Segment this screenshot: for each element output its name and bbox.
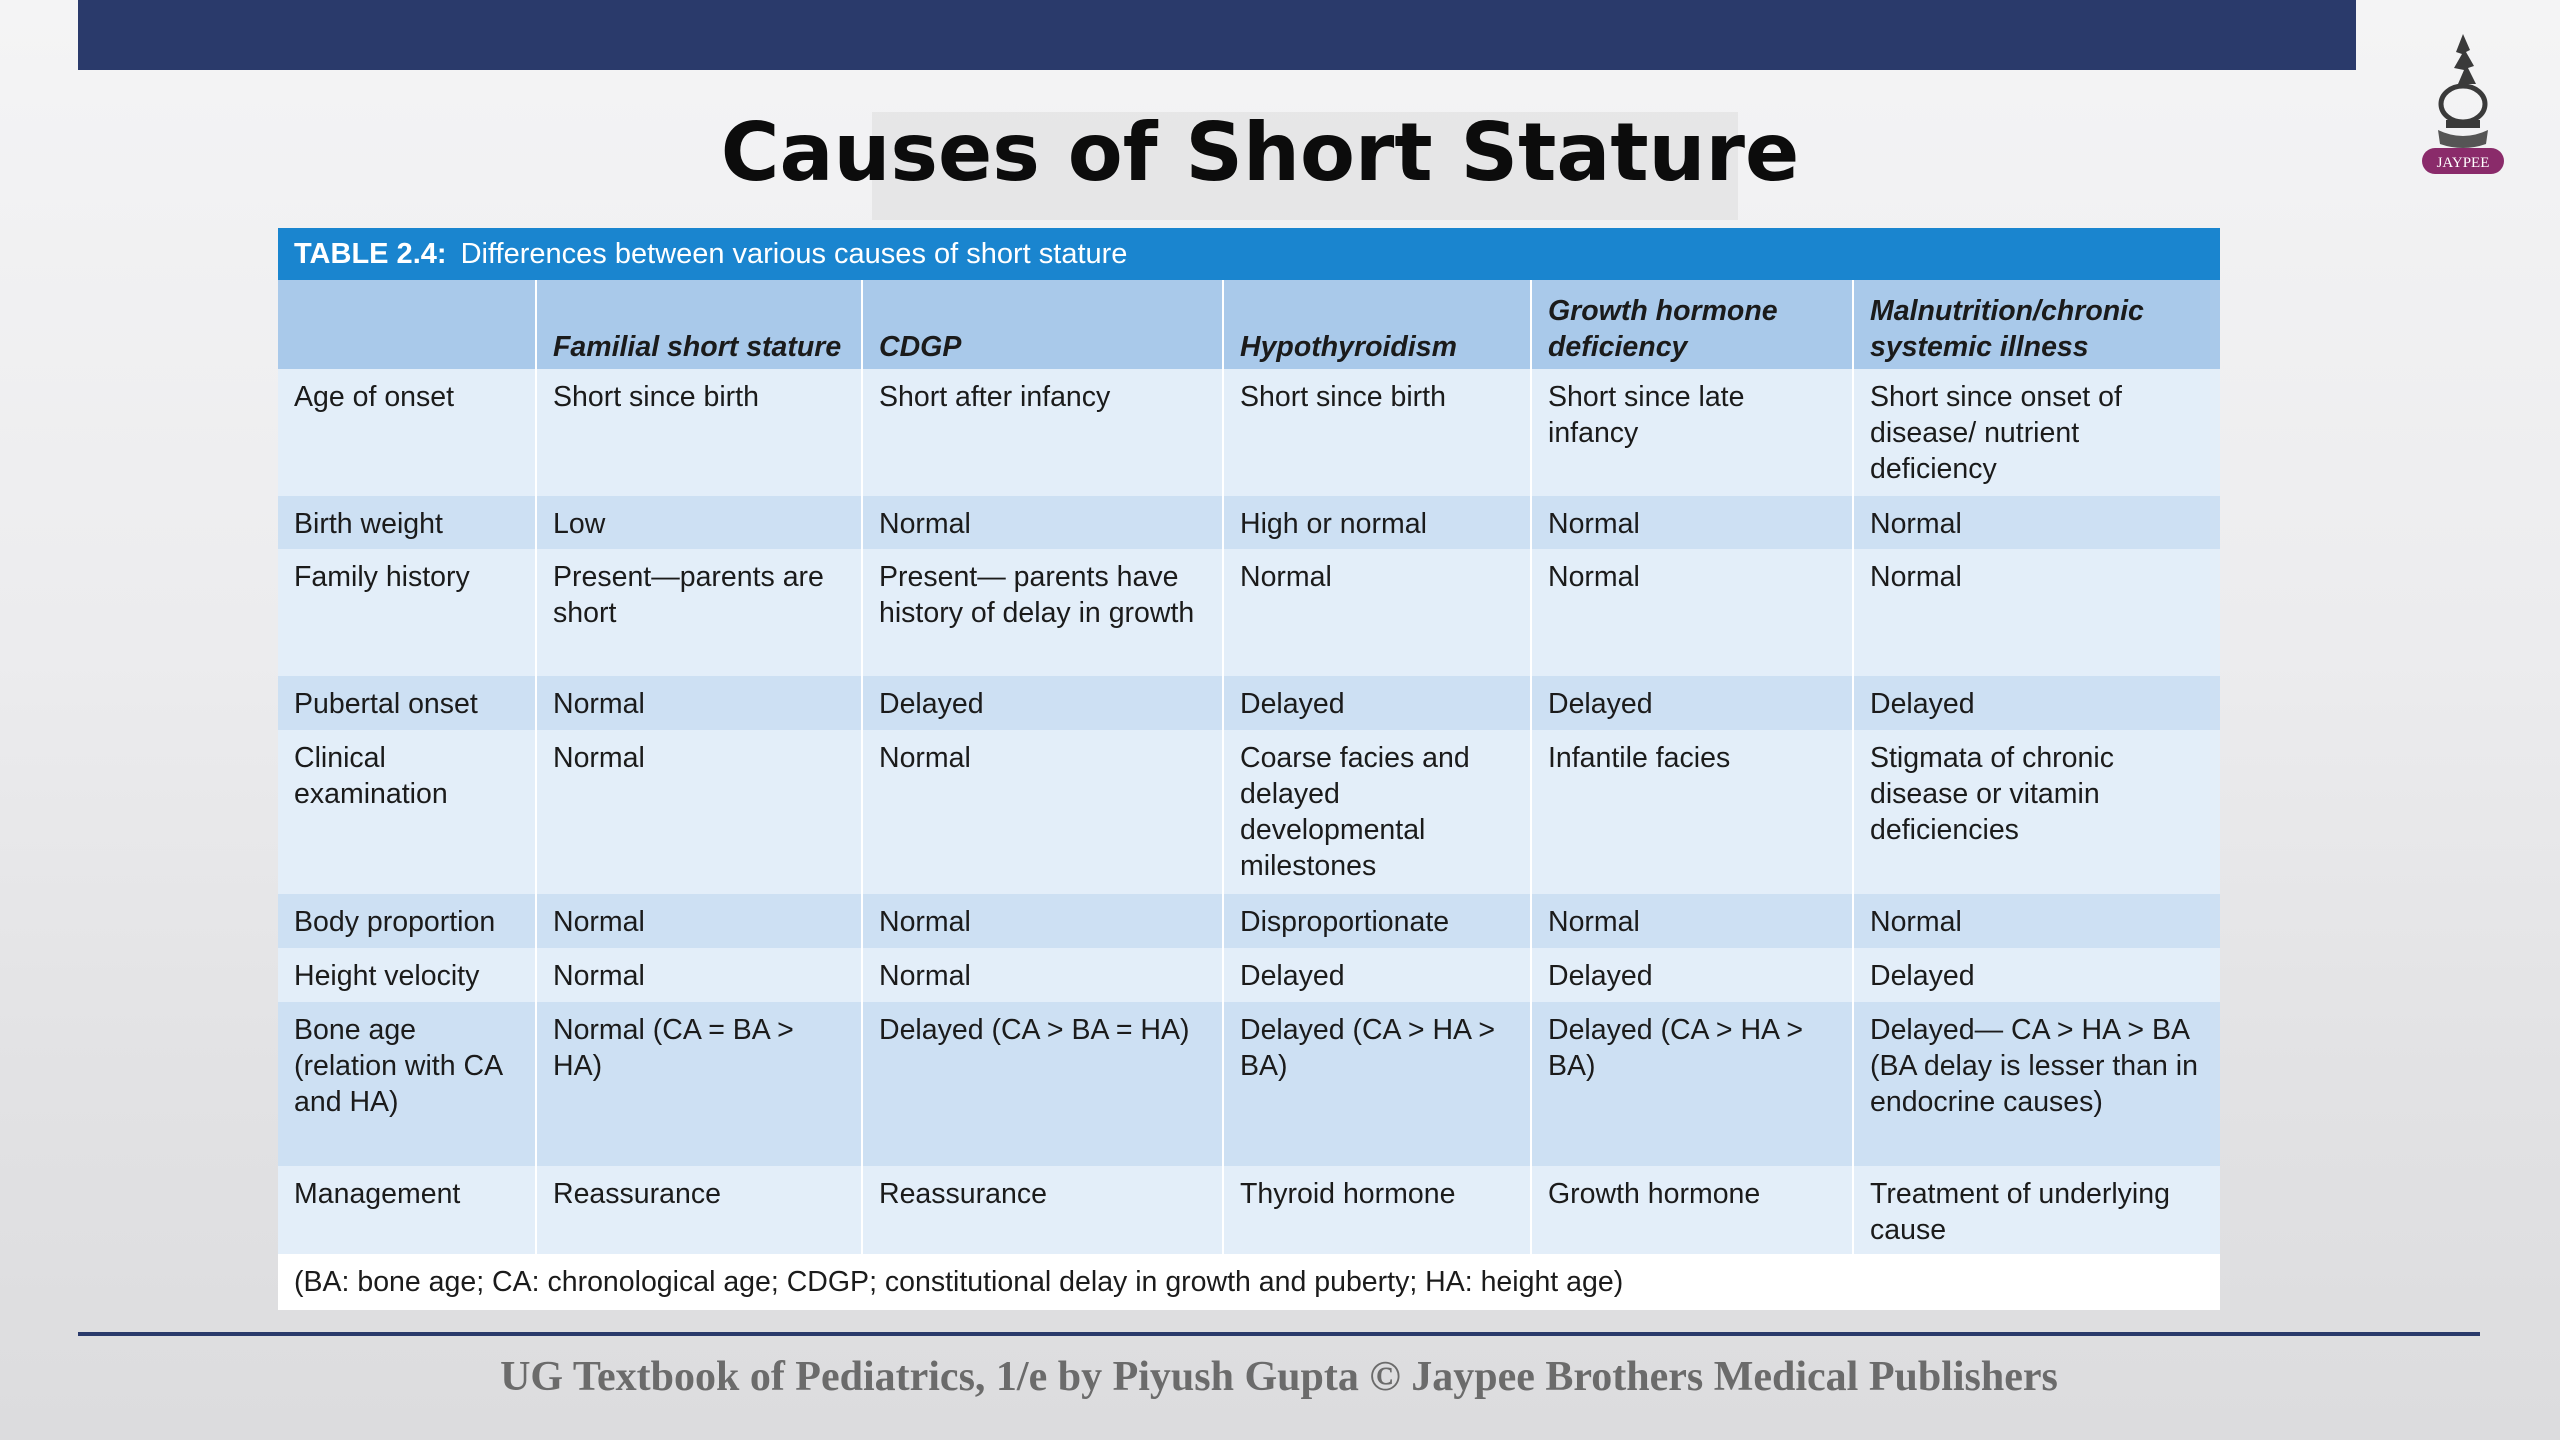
footer-divider xyxy=(78,1332,2480,1336)
header-cell-blank xyxy=(278,280,537,369)
table-caption-label: TABLE 2.4: xyxy=(294,238,447,270)
table-cell: Short since late infancy xyxy=(1532,369,1854,496)
table-cell: Infantile facies xyxy=(1532,730,1854,894)
row-label: Height velocity xyxy=(278,948,537,1002)
header-cell-cdgp: CDGP xyxy=(863,280,1224,369)
table-cell: Normal xyxy=(537,676,863,730)
table-cell: Short since birth xyxy=(537,369,863,496)
table-row xyxy=(278,676,2220,730)
table-cell: Short after infancy xyxy=(863,369,1224,496)
table-cell: Normal xyxy=(863,730,1224,894)
table-cell: Growth hormone xyxy=(1532,1166,1854,1258)
table-cell: Present—parents are short xyxy=(537,549,863,676)
table-cell: Normal xyxy=(537,948,863,1002)
logo-emblem-icon xyxy=(2418,30,2508,178)
row-label: Pubertal onset xyxy=(278,676,537,730)
table-cell: Low xyxy=(537,496,863,549)
table-cell: Normal xyxy=(537,730,863,894)
table-cell: Coarse facies and delayed developmental milestones xyxy=(1224,730,1532,894)
table-cell: Normal xyxy=(1224,549,1532,676)
table-row xyxy=(278,730,2220,894)
table-row xyxy=(278,1002,2220,1166)
table-cell: Reassurance xyxy=(537,1166,863,1258)
table-row xyxy=(278,549,2220,676)
table-caption xyxy=(278,228,2220,280)
table-cell: Delayed xyxy=(1224,948,1532,1002)
row-label: Age of onset xyxy=(278,369,537,496)
table-cell: Normal xyxy=(1532,496,1854,549)
table-cell: Normal xyxy=(1532,894,1854,948)
table-cell: Present— parents have history of delay in growth xyxy=(863,549,1224,676)
table-cell: Normal xyxy=(863,496,1224,549)
table-cell: Short since birth xyxy=(1224,369,1532,496)
table-cell: Delayed xyxy=(1224,676,1532,730)
table-cell: Normal (CA = BA > HA) xyxy=(537,1002,863,1166)
table-cell: Normal xyxy=(1854,894,2220,948)
table-cell: Delayed (CA > BA = HA) xyxy=(863,1002,1224,1166)
header-cell-malnutrition: Malnutrition/chronic systemic illness xyxy=(1854,280,2220,369)
comparison-table xyxy=(278,280,2220,1258)
table-cell: Short since onset of disease/ nutrient deficiency xyxy=(1854,369,2220,496)
publisher-logo xyxy=(2418,30,2508,178)
row-label: Body proportion xyxy=(278,894,537,948)
table-caption-text: Differences between various causes of short stature xyxy=(460,238,1128,270)
row-label: Bone age (relation with CA and HA) xyxy=(278,1002,537,1166)
footer-citation: UG Textbook of Pediatrics, 1/e by Piyush Gupta © Jaypee Brothers Medical Publishers xyxy=(500,1354,2058,1400)
table-cell: High or normal xyxy=(1224,496,1532,549)
table-row xyxy=(278,496,2220,549)
table-cell: Disproportionate xyxy=(1224,894,1532,948)
header-cell-hypothyroidism: Hypothyroidism xyxy=(1224,280,1532,369)
table-cell: Delayed (CA > HA > BA) xyxy=(1224,1002,1532,1166)
table-row xyxy=(278,948,2220,1002)
slide-title: Causes of Short Stature xyxy=(720,106,1800,199)
table-cell: Normal xyxy=(1854,549,2220,676)
table-cell: Normal xyxy=(1854,496,2220,549)
table-cell: Delayed xyxy=(1854,676,2220,730)
table-cell: Treatment of underlying cause xyxy=(1854,1166,2220,1258)
table-cell: Reassurance xyxy=(863,1166,1224,1258)
header-cell-growth-hormone: Growth hormone deficiency xyxy=(1532,280,1854,369)
top-banner-bar xyxy=(78,0,2356,70)
table-cell: Delayed xyxy=(1532,948,1854,1002)
table-panel xyxy=(278,228,2220,1310)
row-label: Birth weight xyxy=(278,496,537,549)
row-label: Family history xyxy=(278,549,537,676)
table-row xyxy=(278,369,2220,496)
row-label: Management xyxy=(278,1166,537,1258)
table-row xyxy=(278,894,2220,948)
table-row xyxy=(278,1166,2220,1258)
table-cell: Normal xyxy=(1532,549,1854,676)
table-cell: Normal xyxy=(537,894,863,948)
table-cell: Delayed (CA > HA > BA) xyxy=(1532,1002,1854,1166)
svg-text:JAYPEE: JAYPEE xyxy=(2436,155,2490,171)
table-cell: Delayed— CA > HA > BA (BA delay is lesser than in endocrine causes) xyxy=(1854,1002,2220,1166)
row-label: Clinical examination xyxy=(278,730,537,894)
table-footnote: (BA: bone age; CA: chronological age; CDGP; constitutional delay in growth and puberty; HA: height age) xyxy=(278,1254,2220,1310)
table-cell: Normal xyxy=(863,948,1224,1002)
table-cell: Thyroid hormone xyxy=(1224,1166,1532,1258)
table-cell: Delayed xyxy=(1532,676,1854,730)
table-header-row xyxy=(278,280,2220,369)
table-cell: Delayed xyxy=(1854,948,2220,1002)
header-cell-familial: Familial short stature xyxy=(537,280,863,369)
table-cell: Delayed xyxy=(863,676,1224,730)
table-cell: Stigmata of chronic disease or vitamin deficiencies xyxy=(1854,730,2220,894)
table-cell: Normal xyxy=(863,894,1224,948)
